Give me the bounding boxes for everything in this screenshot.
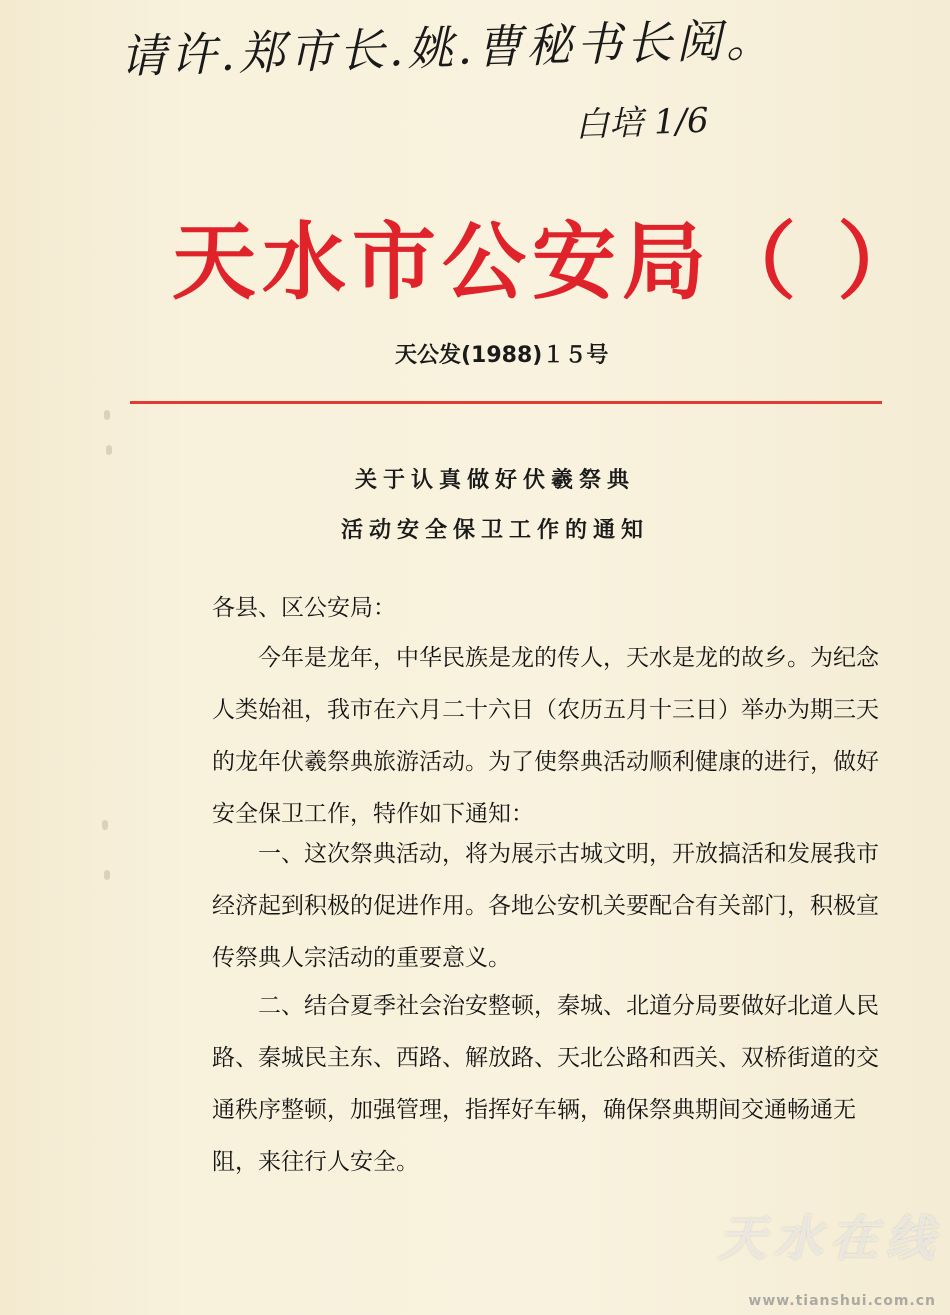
watermark-url: www.tianshui.com.cn	[748, 1293, 936, 1309]
document-number: 天公发(1988)１５号	[395, 343, 609, 368]
watermark-logo: 天水在线	[717, 1211, 942, 1267]
body-paragraph: 二、结合夏季社会治安整顿，秦城、北道分局要做好北道人民路、秦城民主东、西路、解放路、天北公路和西关、双桥街道的交通秩序整顿，加强管理，指挥好车辆，确保祭典期间交通畅通无阻，来往行人安全。	[212, 993, 879, 1175]
issuer-header: 天水市公安局（ ）	[172, 213, 928, 311]
handwritten-signature: 白培 1/6	[574, 100, 710, 146]
body-paragraph: 一、这次祭典活动，将为展示古城文明，开放搞活和发展我市经济起到积极的促进作用。各地公安机关要配合有关部门，积极宣传祭典人宗活动的重要意义。	[212, 841, 879, 971]
red-divider-line	[130, 401, 882, 404]
handwritten-instruction: 请许.郑市长.姚.曹秘书长阅。	[119, 12, 777, 84]
paragraph-wrapper-3	[212, 980, 892, 1188]
document-title-line-2: 活动安全保卫工作的通知	[340, 518, 649, 543]
paragraph-wrapper-2	[212, 828, 892, 984]
body-paragraph: 今年是龙年，中华民族是龙的传人，天水是龙的故乡。为纪念人类始祖，我市在六月二十六日（农历五月十三日）举办为期三天的龙年伏羲祭典旅游活动。为了使祭典活动顺利健康的进行，做好安全保卫工作，特作如下通知：	[212, 645, 879, 827]
document-title-line-1: 关于认真做好伏羲祭典	[354, 468, 635, 493]
paragraph-wrapper-1	[212, 632, 892, 840]
salutation: 各县、区公安局：	[212, 595, 396, 621]
